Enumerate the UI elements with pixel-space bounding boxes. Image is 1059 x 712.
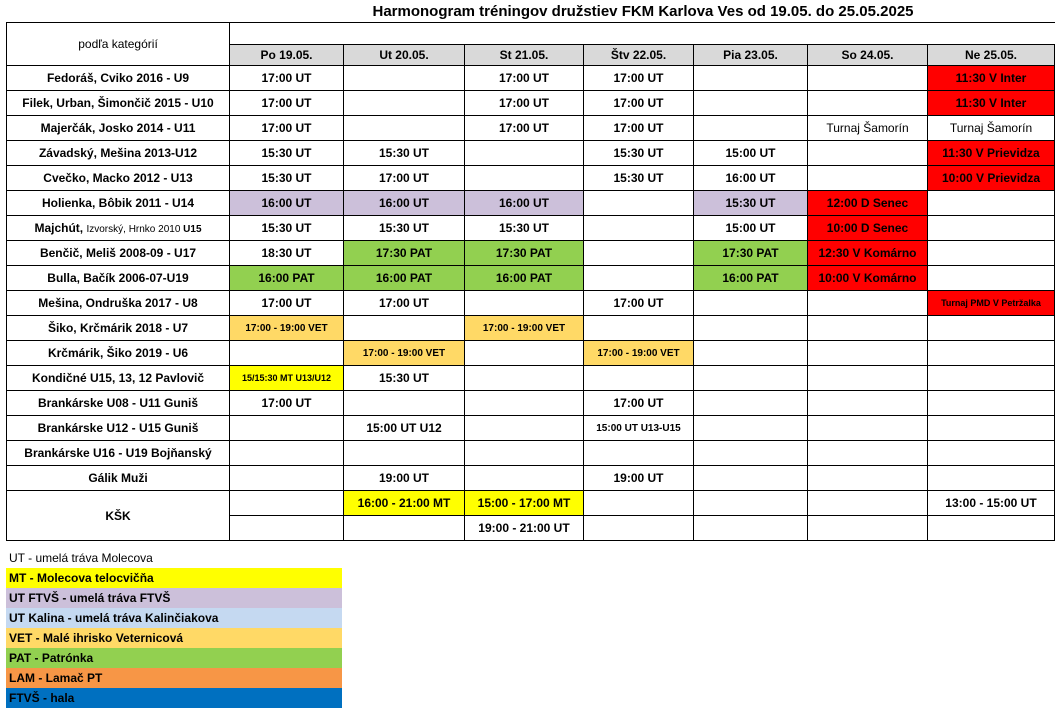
schedule-cell: 17:00 UT <box>584 91 694 116</box>
legend-item: UT Kalina - umelá tráva Kalinčiakova <box>6 608 342 628</box>
schedule-cell: 16:00 PAT <box>694 266 808 291</box>
empty-cell <box>584 491 694 516</box>
page-title: Harmonogram tréningov družstiev FKM Karlova Ves od 19.05. do 25.05.2025 <box>372 3 914 20</box>
team-label: Gálik Muži <box>7 466 230 491</box>
empty-cell <box>465 416 584 441</box>
schedule-cell: 16:00 PAT <box>465 266 584 291</box>
schedule-cell: 11:30 V Prievidza <box>928 141 1055 166</box>
team-label: Filek, Urban, Šimončič 2015 - U10 <box>7 91 230 116</box>
schedule-cell: 17:00 UT <box>584 116 694 141</box>
empty-cell <box>584 441 694 466</box>
schedule-cell: 17:00 UT <box>344 291 465 316</box>
empty-cell <box>928 441 1055 466</box>
empty-cell <box>344 516 465 541</box>
empty-cell <box>694 491 808 516</box>
schedule-cell: 17:00 - 19:00 VET <box>465 316 584 341</box>
empty-cell <box>808 466 928 491</box>
empty-cell <box>928 416 1055 441</box>
table-row <box>7 491 1055 516</box>
empty-cell <box>694 116 808 141</box>
empty-cell <box>694 466 808 491</box>
empty-cell <box>694 366 808 391</box>
schedule-cell: 15:30 UT <box>230 141 344 166</box>
schedule-cell: 17:00 UT <box>344 166 465 191</box>
team-label: Brankárske U12 - U15 Guniš <box>7 416 230 441</box>
empty-cell <box>808 141 928 166</box>
team-label: Mešina, Ondruška 2017 - U8 <box>7 291 230 316</box>
empty-cell <box>694 291 808 316</box>
empty-cell <box>344 91 465 116</box>
schedule-cell: 15:00 UT <box>694 141 808 166</box>
schedule-cell: 19:00 - 21:00 UT <box>465 516 584 541</box>
empty-cell <box>344 441 465 466</box>
day-header: Po 19.05. <box>230 44 344 66</box>
empty-cell <box>928 391 1055 416</box>
empty-cell <box>808 516 928 541</box>
legend <box>6 548 342 708</box>
schedule-cell: 17:00 UT <box>465 66 584 91</box>
table-row <box>7 441 1055 466</box>
team-label: Holienka, Bôbik 2011 - U14 <box>7 191 230 216</box>
empty-cell <box>808 316 928 341</box>
empty-cell <box>465 341 584 366</box>
day-header: Ut 20.05. <box>344 44 465 66</box>
schedule-cell: 19:00 UT <box>584 466 694 491</box>
table-row <box>7 266 1055 291</box>
schedule-cell: 15:30 UT <box>344 366 465 391</box>
empty-cell <box>928 341 1055 366</box>
empty-cell <box>808 166 928 191</box>
empty-cell <box>465 441 584 466</box>
table-row <box>7 166 1055 191</box>
schedule-cell: 17:00 UT <box>230 116 344 141</box>
legend-item: UT - umelá tráva Molecova <box>6 548 342 568</box>
schedule-cell: 15:30 UT <box>694 191 808 216</box>
empty-cell <box>465 391 584 416</box>
schedule-cell: 17:00 UT <box>465 91 584 116</box>
empty-cell <box>584 366 694 391</box>
empty-cell <box>344 116 465 141</box>
empty-cell <box>694 66 808 91</box>
schedule-cell: 10:00 D Senec <box>808 216 928 241</box>
schedule-cell: 11:30 V Inter <box>928 66 1055 91</box>
empty-cell <box>584 316 694 341</box>
empty-cell <box>928 241 1055 266</box>
empty-cell <box>230 491 344 516</box>
team-label: Cvečko, Macko 2012 - U13 <box>7 166 230 191</box>
empty-cell <box>465 291 584 316</box>
schedule-table <box>6 22 1055 541</box>
schedule-cell: 17:00 - 19:00 VET <box>344 341 465 366</box>
schedule-cell: 15:30 UT <box>344 216 465 241</box>
schedule-cell: 12:00 D Senec <box>808 191 928 216</box>
empty-cell <box>808 366 928 391</box>
schedule-cell: 15:30 UT <box>230 216 344 241</box>
empty-cell <box>230 416 344 441</box>
schedule-cell: Turnaj PMD V Petržalka <box>928 291 1055 316</box>
empty-cell <box>344 66 465 91</box>
empty-cell <box>808 416 928 441</box>
schedule-cell: 15:30 UT <box>584 166 694 191</box>
schedule-cell: 17:00 UT <box>584 66 694 91</box>
schedule-cell: 15:30 UT <box>584 141 694 166</box>
table-row <box>7 241 1055 266</box>
team-label: Majerčák, Josko 2014 - U11 <box>7 116 230 141</box>
schedule-cell: 19:00 UT <box>344 466 465 491</box>
schedule-cell: 15/15:30 MT U13/U12 <box>230 366 344 391</box>
table-row <box>7 191 1055 216</box>
schedule-cell: 13:00 - 15:00 UT <box>928 491 1055 516</box>
schedule-cell: 11:30 V Inter <box>928 91 1055 116</box>
table-row <box>7 66 1055 91</box>
empty-cell <box>928 516 1055 541</box>
day-header: Ne 25.05. <box>928 44 1055 66</box>
schedule-cell: 17:00 UT <box>230 291 344 316</box>
empty-cell <box>465 141 584 166</box>
schedule-cell: 16:00 UT <box>230 191 344 216</box>
schedule-cell: 16:00 PAT <box>344 266 465 291</box>
legend-item: MT - Molecova telocvičňa <box>6 568 342 588</box>
empty-cell <box>808 91 928 116</box>
team-label: Brankárske U08 - U11 Guniš <box>7 391 230 416</box>
schedule-cell: Turnaj Šamorín <box>928 116 1055 141</box>
empty-cell <box>344 316 465 341</box>
empty-cell <box>808 491 928 516</box>
schedule-cell: 17:00 UT <box>584 391 694 416</box>
table-row <box>7 116 1055 141</box>
schedule-cell: 17:00 UT <box>230 66 344 91</box>
empty-cell <box>808 441 928 466</box>
table-row <box>7 366 1055 391</box>
team-label: Fedoráš, Cviko 2016 - U9 <box>7 66 230 91</box>
empty-cell <box>230 466 344 491</box>
day-header: Štv 22.05. <box>584 44 694 66</box>
empty-cell <box>465 366 584 391</box>
empty-cell <box>808 66 928 91</box>
schedule-cell: 15:00 UT <box>694 216 808 241</box>
schedule-cell: 17:00 UT <box>230 391 344 416</box>
empty-cell <box>465 166 584 191</box>
schedule-cell: 17:00 - 19:00 VET <box>584 341 694 366</box>
schedule-cell: 16:00 PAT <box>230 266 344 291</box>
table-row <box>7 316 1055 341</box>
empty-cell <box>694 341 808 366</box>
legend-item: FTVŠ - hala <box>6 688 342 708</box>
empty-cell <box>928 266 1055 291</box>
empty-cell <box>584 241 694 266</box>
empty-cell <box>584 266 694 291</box>
team-label: Benčič, Meliš 2008-09 - U17 <box>7 241 230 266</box>
empty-cell <box>465 466 584 491</box>
schedule-cell: 17:30 PAT <box>465 241 584 266</box>
empty-cell <box>928 366 1055 391</box>
empty-cell <box>694 391 808 416</box>
schedule-cell: 10:00 V Prievidza <box>928 166 1055 191</box>
day-header: Pia 23.05. <box>694 44 808 66</box>
empty-cell <box>694 91 808 116</box>
empty-cell <box>584 191 694 216</box>
schedule-cell: 15:30 UT <box>465 216 584 241</box>
team-label: Bulla, Bačík 2006-07-U19 <box>7 266 230 291</box>
schedule-cell: 16:00 UT <box>465 191 584 216</box>
schedule-cell: 16:00 UT <box>344 191 465 216</box>
table-row <box>7 91 1055 116</box>
team-label: Majchút, Izvorský, Hrnko 2010 U15 <box>7 216 230 241</box>
schedule-cell: 15:30 UT <box>230 166 344 191</box>
header-spacer <box>230 23 1055 45</box>
table-row <box>7 141 1055 166</box>
schedule-cell: 16:00 - 21:00 MT <box>344 491 465 516</box>
empty-cell <box>230 441 344 466</box>
legend-item: PAT - Patrónka <box>6 648 342 668</box>
schedule-body <box>7 66 1055 541</box>
team-label: Šiko, Krčmárik 2018 - U7 <box>7 316 230 341</box>
empty-cell <box>928 216 1055 241</box>
schedule-cell: 15:00 UT U13-U15 <box>584 416 694 441</box>
empty-cell <box>694 516 808 541</box>
empty-cell <box>808 341 928 366</box>
schedule-cell: 17:00 - 19:00 VET <box>230 316 344 341</box>
empty-cell <box>584 216 694 241</box>
schedule-cell: 15:30 UT <box>344 141 465 166</box>
empty-cell <box>808 391 928 416</box>
corner-label: podľa kategórií <box>7 23 230 66</box>
schedule-cell: 18:30 UT <box>230 241 344 266</box>
schedule-cell: 12:30 V Komárno <box>808 241 928 266</box>
empty-cell <box>928 191 1055 216</box>
empty-cell <box>928 466 1055 491</box>
table-row <box>7 416 1055 441</box>
empty-cell <box>694 416 808 441</box>
table-row <box>7 216 1055 241</box>
legend-item: VET - Malé ihrisko Veternicová <box>6 628 342 648</box>
empty-cell <box>808 291 928 316</box>
schedule-cell: 17:00 UT <box>465 116 584 141</box>
empty-cell <box>694 441 808 466</box>
schedule-cell: 17:30 PAT <box>694 241 808 266</box>
schedule-cell: 15:00 - 17:00 MT <box>465 491 584 516</box>
empty-cell <box>230 341 344 366</box>
legend-item: UT FTVŠ - umelá tráva FTVŠ <box>6 588 342 608</box>
schedule-cell: 17:00 UT <box>230 91 344 116</box>
team-label: Kondičné U15, 13, 12 Pavlovič <box>7 366 230 391</box>
team-label: Závadský, Mešina 2013-U12 <box>7 141 230 166</box>
team-label: KŠK <box>7 491 230 541</box>
team-label: Krčmárik, Šiko 2019 - U6 <box>7 341 230 366</box>
empty-cell <box>694 316 808 341</box>
day-header: St 21.05. <box>465 44 584 66</box>
legend-item: LAM - Lamač PT <box>6 668 342 688</box>
table-row <box>7 341 1055 366</box>
day-header: So 24.05. <box>808 44 928 66</box>
schedule-cell: 17:00 UT <box>584 291 694 316</box>
schedule-cell: 16:00 UT <box>694 166 808 191</box>
table-row <box>7 466 1055 491</box>
team-label: Brankárske U16 - U19 Bojňanský <box>7 441 230 466</box>
empty-cell <box>928 316 1055 341</box>
table-row <box>7 291 1055 316</box>
empty-cell <box>230 516 344 541</box>
empty-cell <box>344 391 465 416</box>
schedule-cell: Turnaj Šamorín <box>808 116 928 141</box>
empty-cell <box>584 516 694 541</box>
schedule-cell: 15:00 UT U12 <box>344 416 465 441</box>
schedule-cell: 10:00 V Komárno <box>808 266 928 291</box>
table-row <box>7 391 1055 416</box>
schedule-cell: 17:30 PAT <box>344 241 465 266</box>
